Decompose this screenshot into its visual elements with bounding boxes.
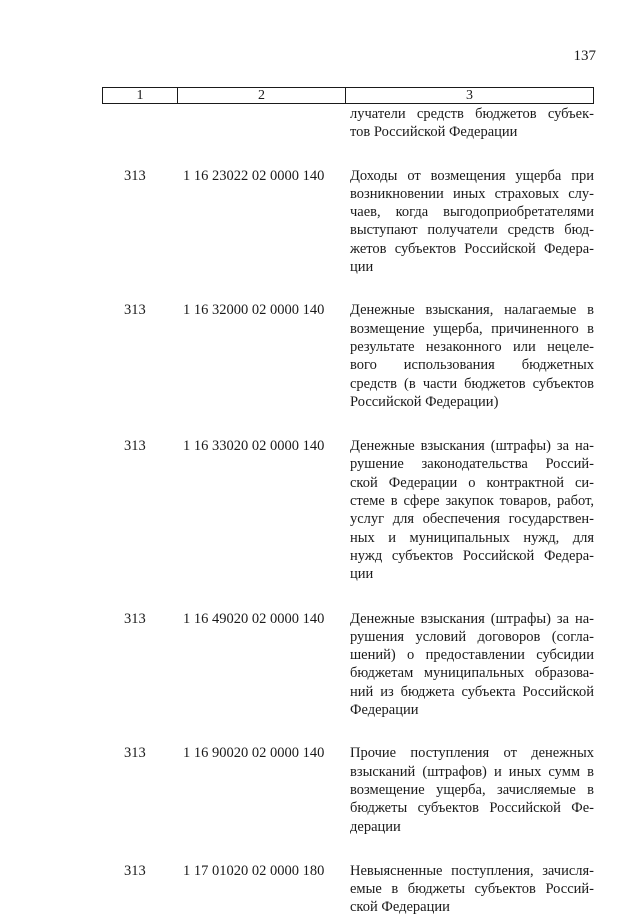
column-header-1: 1 xyxy=(103,88,178,103)
description-line: чаев, когда выгодоприобретателями xyxy=(350,204,594,221)
description-cell xyxy=(344,744,594,835)
budget-code-cell: 1 16 23022 02 0000 140 xyxy=(183,167,325,184)
column-header-2: 2 xyxy=(178,88,346,103)
column-header-3: 3 xyxy=(466,88,473,103)
description-line: услуг для обеспечения государствен- xyxy=(350,511,594,528)
admin-code-cell: 313 xyxy=(124,610,146,627)
description-line: бюджетам муниципальных образова- xyxy=(350,665,594,682)
description-line: Невыясненные поступления, зачисля- xyxy=(350,862,594,879)
description-line: рушение законодательства Россий- xyxy=(350,456,594,473)
table-row xyxy=(102,862,594,917)
description-line: Прочие поступления от денежных xyxy=(350,745,594,762)
budget-code-cell: 1 16 32000 02 0000 140 xyxy=(183,302,325,319)
description-line: Денежные взыскания (штрафы) за на- xyxy=(350,438,594,455)
description-line: емые в бюджеты субъектов Россий- xyxy=(350,881,594,898)
admin-code-cell: 313 xyxy=(124,438,146,455)
description-line: рушения условий договоров (согла- xyxy=(350,628,594,645)
description-cell xyxy=(344,610,594,720)
description-cell xyxy=(344,301,594,411)
budget-code-cell: 1 16 90020 02 0000 140 xyxy=(183,745,325,762)
column-header-row xyxy=(102,87,594,104)
budget-code-cell: 1 17 01020 02 0000 180 xyxy=(183,862,325,879)
admin-code-cell: 313 xyxy=(124,745,146,762)
description-cell xyxy=(344,437,594,583)
description-line: средств (в части бюджетов субъектов xyxy=(350,375,594,392)
admin-code-cell: 313 xyxy=(124,167,146,184)
admin-code-cell: 313 xyxy=(124,302,146,319)
table-row xyxy=(102,744,594,835)
description-line: ных и муниципальных нужд, для xyxy=(350,529,594,546)
description-cell xyxy=(344,862,594,917)
description-line: нужд субъектов Российской Федера- xyxy=(350,547,594,564)
description-line: ской Федерации xyxy=(350,899,450,916)
description-line: выступают получатели средств бюд- xyxy=(350,222,594,239)
description-line: стеме в сфере закупок товаров, работ, xyxy=(350,493,594,510)
revenue-table xyxy=(102,105,594,917)
table-row xyxy=(102,437,594,583)
description-line: Российской Федерации) xyxy=(350,393,499,410)
description-line: ской Федерации о контрактной си- xyxy=(350,474,594,491)
description-line: тов Российской Федерации xyxy=(350,124,518,141)
description-cell xyxy=(344,167,594,277)
description-line: ции xyxy=(350,259,374,276)
table-row xyxy=(102,610,594,720)
description-line: шений) о предоставлении субсидии xyxy=(350,647,594,664)
description-line: Денежные взыскания, налагаемые в xyxy=(350,302,594,319)
table-row xyxy=(102,301,594,411)
description-line: Федерации xyxy=(350,702,419,719)
description-line: взысканий (штрафов) и иных сумм в xyxy=(350,763,594,780)
description-line: Доходы от возмещения ущерба при xyxy=(350,167,594,184)
description-line: вого использования бюджетных xyxy=(350,357,594,374)
budget-code-cell: 1 16 33020 02 0000 140 xyxy=(183,438,325,455)
description-line: возникновении иных страховых слу- xyxy=(350,185,594,202)
page-number: 137 xyxy=(573,48,596,64)
description-cell xyxy=(344,105,594,142)
table-row xyxy=(102,167,594,277)
description-line: ний из бюджета субъекта Российской xyxy=(350,683,594,700)
admin-code-cell: 313 xyxy=(124,862,146,879)
description-line: Денежные взыскания (штрафы) за на- xyxy=(350,610,594,627)
description-line: жетов субъектов Российской Федера- xyxy=(350,240,594,257)
description-line: ции xyxy=(350,566,374,583)
description-line: дерации xyxy=(350,818,401,835)
description-line: бюджеты субъектов Российской Фе- xyxy=(350,800,594,817)
description-line: результате незаконного или нецеле- xyxy=(350,338,594,355)
description-line: возмещение ущерба, зачисляемые в xyxy=(350,781,594,798)
description-line: лучатели средств бюджетов субъек- xyxy=(350,106,594,122)
table-row-continuation xyxy=(102,105,594,142)
description-line: возмещение ущерба, причиненного в xyxy=(350,320,594,337)
budget-code-cell: 1 16 49020 02 0000 140 xyxy=(183,610,325,627)
